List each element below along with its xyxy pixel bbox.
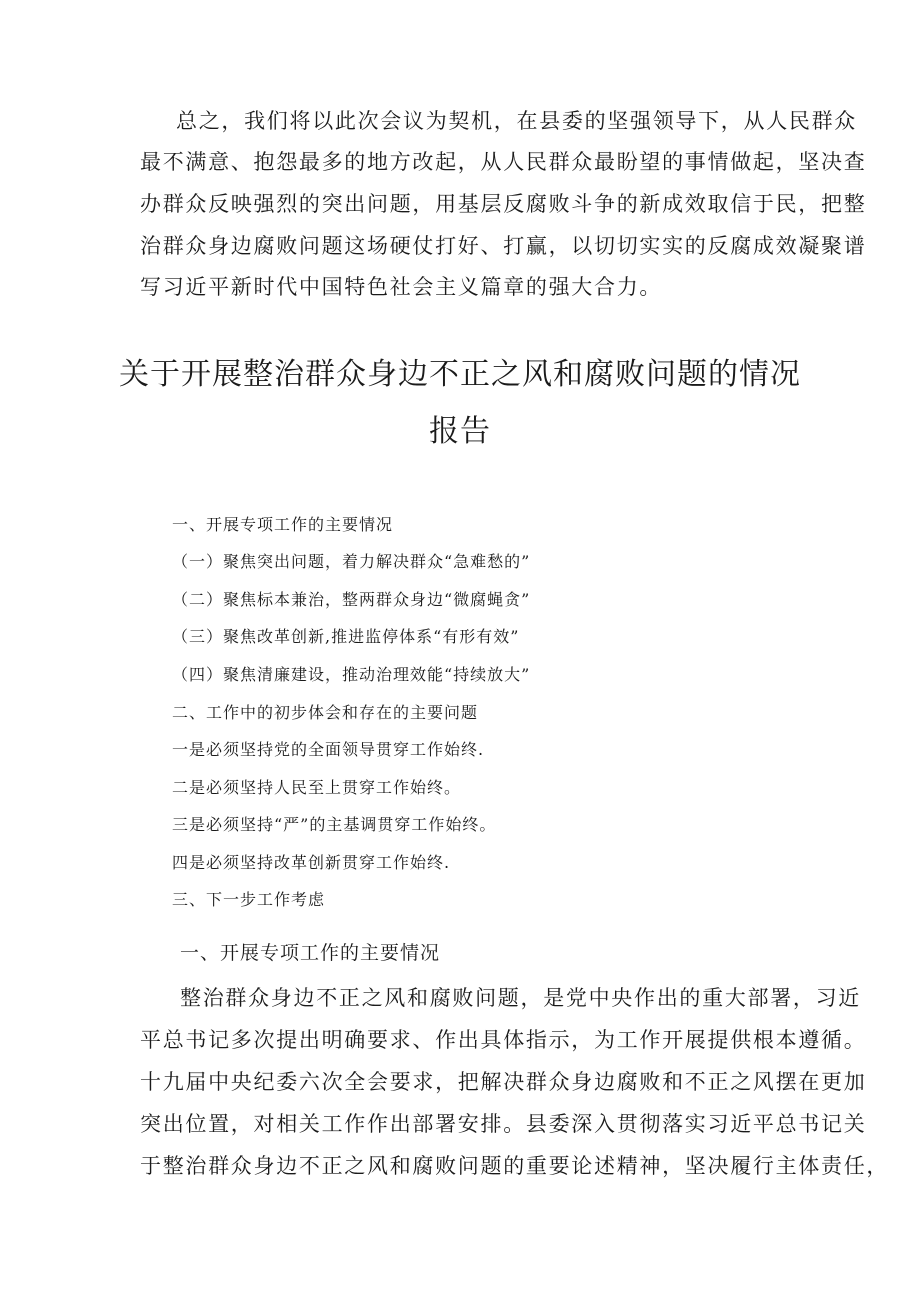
- outline-item: （一）聚焦突出问题，着力解决群众“急难愁的”: [172, 552, 531, 571]
- intro-paragraph-line: 写习近平新时代中国特色社会主义篇章的强大合力。: [140, 275, 663, 299]
- outline-item: 三、下一步工作考虑: [172, 890, 326, 909]
- outline-item: 二、工作中的初步体会和存在的主要问题: [172, 703, 479, 722]
- intro-paragraph-line: 办群众反映强烈的突出问题，用基层反腐败斗争的新成效取信于民，把整: [140, 192, 867, 216]
- body-paragraph-line: 于整治群众身边不正之风和腐败问题的重要论述精神，坚决履行主体责任，: [140, 1154, 890, 1178]
- outline-item: 一、开展专项工作的主要情况: [172, 515, 394, 534]
- outline-item: （四）聚焦清廉建设，推动治理效能“持续放大”: [172, 665, 531, 684]
- intro-paragraph-line: 治群众身边腐败问题这场硬仗打好、打赢，以切切实实的反腐成效凝聚谱: [140, 234, 867, 258]
- intro-paragraph-line: 最不满意、抱怨最多的地方改起，从人民群众最盼望的事情做起，坚决查: [140, 150, 867, 174]
- outline-item: （二）聚焦标本兼治，整两群众身边“微腐蝇贪”: [172, 590, 531, 609]
- body-paragraph-line: 整治群众身边不正之风和腐败问题，是党中央作出的重大部署，习近: [180, 986, 861, 1010]
- report-title-continued: 报告: [429, 414, 491, 449]
- section-heading: 一、开展专项工作的主要情况: [180, 942, 441, 964]
- body-paragraph-line: 突出位置，对相关工作作出部署安排。县委深入贯彻落实习近平总书记关: [140, 1112, 867, 1136]
- outline-item: 四是必须坚持改革创新贯穿工作始终.: [172, 853, 451, 872]
- outline-item: 三是必须坚持“严”的主基调贯穿工作始终。: [172, 815, 497, 834]
- outline-item: 二是必须坚持人民至上贯穿工作始终。: [172, 778, 462, 797]
- outline-item: （三）聚焦改革创新,推进监停体系“有形有效”: [172, 627, 520, 646]
- outline-item: 一是必须坚持党的全面领导贯穿工作始终.: [172, 740, 485, 759]
- body-paragraph-line: 十九届中央纪委六次全会要求，把解决群众身边腐败和不正之风摆在更加: [140, 1070, 867, 1094]
- body-paragraph-line: 平总书记多次提出明确要求、作出具体指示，为工作开展提供根本遵循。: [140, 1028, 867, 1052]
- intro-paragraph-line: 总之，我们将以此次会议为契机，在县委的坚强领导下，从人民群众: [176, 109, 857, 133]
- report-title: 关于开展整治群众身边不正之风和腐败问题的情况: [119, 357, 801, 392]
